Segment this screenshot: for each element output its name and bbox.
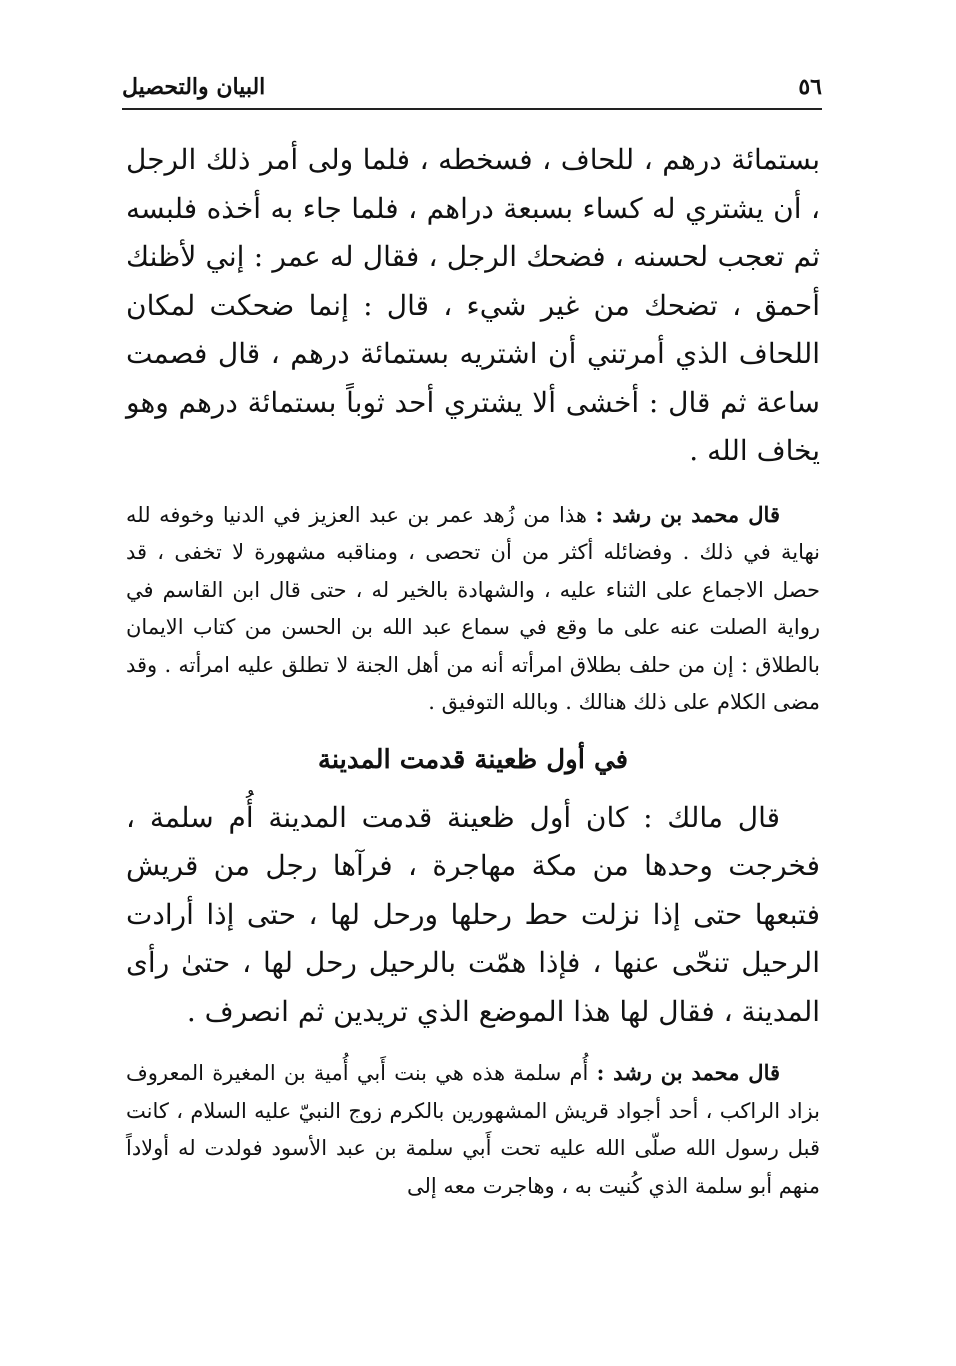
commentary-lead: قال محمد بن رشد : [595,501,780,527]
paragraph-2 [126,496,820,722]
paragraph-4-text: أُم سلمة هذه هي بنت أَبي أُمية بن المغيرة المعروف بزاد الراكب ، أحد أجواد قريش المشهورين بالكرم زوج النبيّ عليه السلام ، كانت قبل رسول الله صلّى الله عليه تحت أَبي سلمة بن عبد الأسود فولدت له أولاداً منهم أبو سلمة الذي كُنيت به ، وهاجرت معه إلى [126,1061,820,1198]
commentary-lead: قال محمد بن رشد : [596,1060,781,1085]
paragraph-3: قال مالك : كان أول ظعينة قدمت المدينة أُم سلمة ، فخرجت وحدها من مكة مهاجرة ، فرآها رجل من قريش فتبعها حتى إذا نزلت حط رحلها ورحل لها ، حتى إذا أرادت الرحيل تنحّى عنها ، فإذا همّت بالرحيل رحل لها ، حتىٰ رأى المدينة ، فقال لها هذا الموضع الذي تريدين ثم انصرف . [126,800,820,1028]
page-body [126,136,820,1205]
page-number: ٥٦ [798,74,822,100]
paragraph-1: بستمائة درهم ، للحاف ، فسخطه ، فلما ولى أمر ذلك الرجل ، أن يشتري له كساء بسبعة دراهم ، فلما جاء به أخذه فلبسه ثم تعجب لحسنه ، فضحك الرجل ، فقال له عمر : إني لأظنك أحمق ، تضحك من غير شيء ، قال : إنما ضحكت لمكان اللحاف الذي أمرتني أن اشتريه بستمائة درهم ، قال فصمت ساعة ثم قال : أخشى ألا يشتري أحد ثوباً بستمائة درهم وهو يخاف الله . [126,143,820,467]
paragraph-4 [126,1054,820,1205]
page-header [122,62,822,110]
running-title: البيان والتحصيل [122,74,266,100]
section-heading: في أول ظعينة قدمت المدينة [317,744,629,775]
paragraph-2-text: هذا من زُهد عمر بن عبد العزيز في الدنيا وخوفه لله نهاية في ذلك . وفضائله أكثر من أن تحصى ، ومناقبه مشهورة لا تخفى ، قد حصل الاجماع على الثناء عليه ، والشهادة بالخير له ، حتى قال ابن القاسم في رواية الصلت عنه على ما وقع في سماع عبد الله بن الحسن من كتاب الايمان بالطلاق : إن من حلف بطلاق امرأته أنه من أهل الجنة لا تطلق عليه امرأته . وقد مضى الكلام على ذلك هنالك . وبالله التوفيق . [126,502,820,714]
